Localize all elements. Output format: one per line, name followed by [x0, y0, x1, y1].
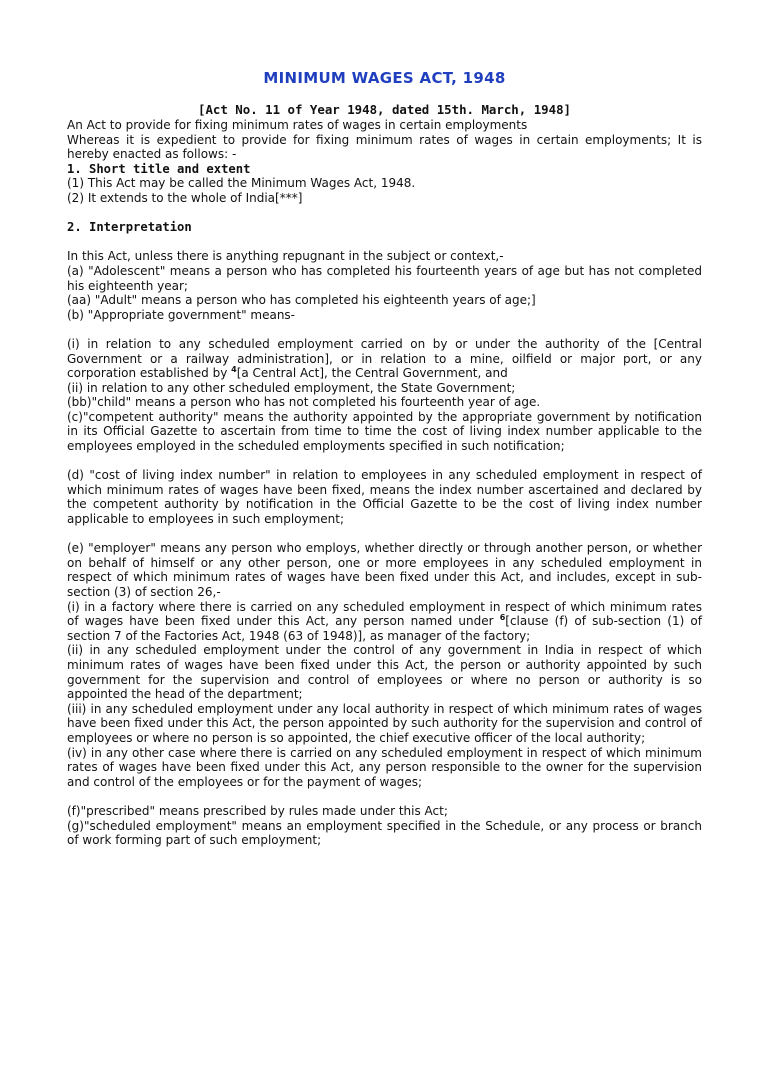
act-reference: [Act No. 11 of Year 1948, dated 15th. March, 1948]	[198, 102, 571, 117]
spacer	[67, 206, 702, 221]
document-body	[67, 118, 702, 848]
definition-e-iv: (iv) in any other case where there is carried on any scheduled employment in respect of which minimum rates of wages have been fixed under this Act, any person responsible to the owner for the supervision and control of the employees or for the payment of wages;	[67, 745, 702, 789]
document-page	[0, 68, 768, 1092]
definition-b-ii: (ii) in relation to any other scheduled employment, the State Government;	[67, 380, 516, 395]
spacer	[67, 789, 702, 804]
definition-b-i	[67, 337, 702, 381]
footnote-ref-6: 6	[499, 613, 506, 623]
definition-b: (b) "Appropriate government" means-	[67, 307, 296, 322]
spacer	[67, 235, 702, 250]
footnote-ref-4: 4	[231, 365, 237, 375]
definition-b-i-text-end: [a Central Act], the Central Government, and	[236, 366, 508, 381]
document-title: MINIMUM WAGES ACT, 1948	[263, 69, 506, 87]
definition-e-i-text-end: [clause (f) of sub-section (1) of section 7 of the Factories Act, 1948 (63 of 1948)], as manager of the factory;	[67, 614, 702, 643]
definition-aa: (aa) "Adult" means a person who has completed his eighteenth years of age;]	[67, 293, 536, 308]
clause-1-2: (2) It extends to the whole of India[***]	[67, 190, 303, 205]
definition-g: (g)"scheduled employment" means an employment specified in the Schedule, or any process or branch of work forming part of such employment;	[67, 818, 702, 848]
definition-bb: (bb)"child" means a person who has not completed his fourteenth year of age.	[67, 395, 541, 410]
section-1-heading: 1. Short title and extent	[67, 161, 251, 176]
section-2-heading: 2. Interpretation	[67, 220, 192, 235]
clause-1-1: (1) This Act may be called the Minimum Wages Act, 1948.	[67, 176, 416, 191]
spacer	[67, 527, 702, 542]
preamble-line: An Act to provide for fixing minimum rates of wages in certain employments	[67, 118, 528, 132]
definition-e-ii: (ii) in any scheduled employment under the control of any government in India in respect of which minimum rates of wages have been fixed under this Act, the person or authority appointed by such government for the supervision and control of employees or where no person or authority is so appointed the head of the department;	[67, 643, 702, 702]
definition-e-i	[67, 600, 702, 644]
definition-f: (f)"prescribed" means prescribed by rules made under this Act;	[67, 803, 448, 818]
spacer	[67, 322, 702, 337]
definition-e: (e) "employer" means any person who employs, whether directly or through another person, or whether on behalf of himself or any other person, one or more employees in any scheduled employment in respect of which minimum rates of wages have been fixed under this Act, and includes, except in sub-section (3) of section 26,-	[67, 541, 702, 599]
spacer	[67, 454, 702, 469]
definition-e-iii: (iii) in any scheduled employment under any local authority in respect of which minimum rates of wages have been fixed under this Act, the person appointed by such authority for the supervision and control of employees or where no person is so appointed, the chief executive officer of the local authority;	[67, 701, 702, 745]
preamble-enactment: Whereas it is expedient to provide for fixing minimum rates of wages in certain employments; It is hereby enacted as follows: -	[67, 132, 702, 162]
definition-b-i-text: (i) in relation to any scheduled employment carried on by or under the authority of the [Central Government or a railway administration], or in relation to a mine, oilfield or major port, or any corporation established by	[67, 336, 702, 381]
section-2-intro: In this Act, unless there is anything repugnant in the subject or context,-	[67, 249, 504, 264]
definition-d: (d) "cost of living index number" in relation to employees in any scheduled employment in respect of which minimum rates of wages have been fixed, means the index number ascertained and declared by the competent authority by notification in the Official Gazette to be the cost of living index number applicable to employees in such employment;	[67, 468, 702, 527]
definition-a: (a) "Adolescent" means a person who has completed his fourteenth years of age but has not completed his eighteenth year;	[67, 263, 702, 293]
definition-e-i-text: (i) in a factory where there is carried on any scheduled employment in respect of which minimum rates of wages have been fixed under this Act, any person named under	[67, 599, 702, 629]
definition-c: (c)"competent authority" means the authority appointed by the appropriate government by notification in its Official Gazette to ascertain from time to time the cost of living index number applicable to the employees employed in the scheduled employments specified in such notification;	[67, 409, 702, 454]
